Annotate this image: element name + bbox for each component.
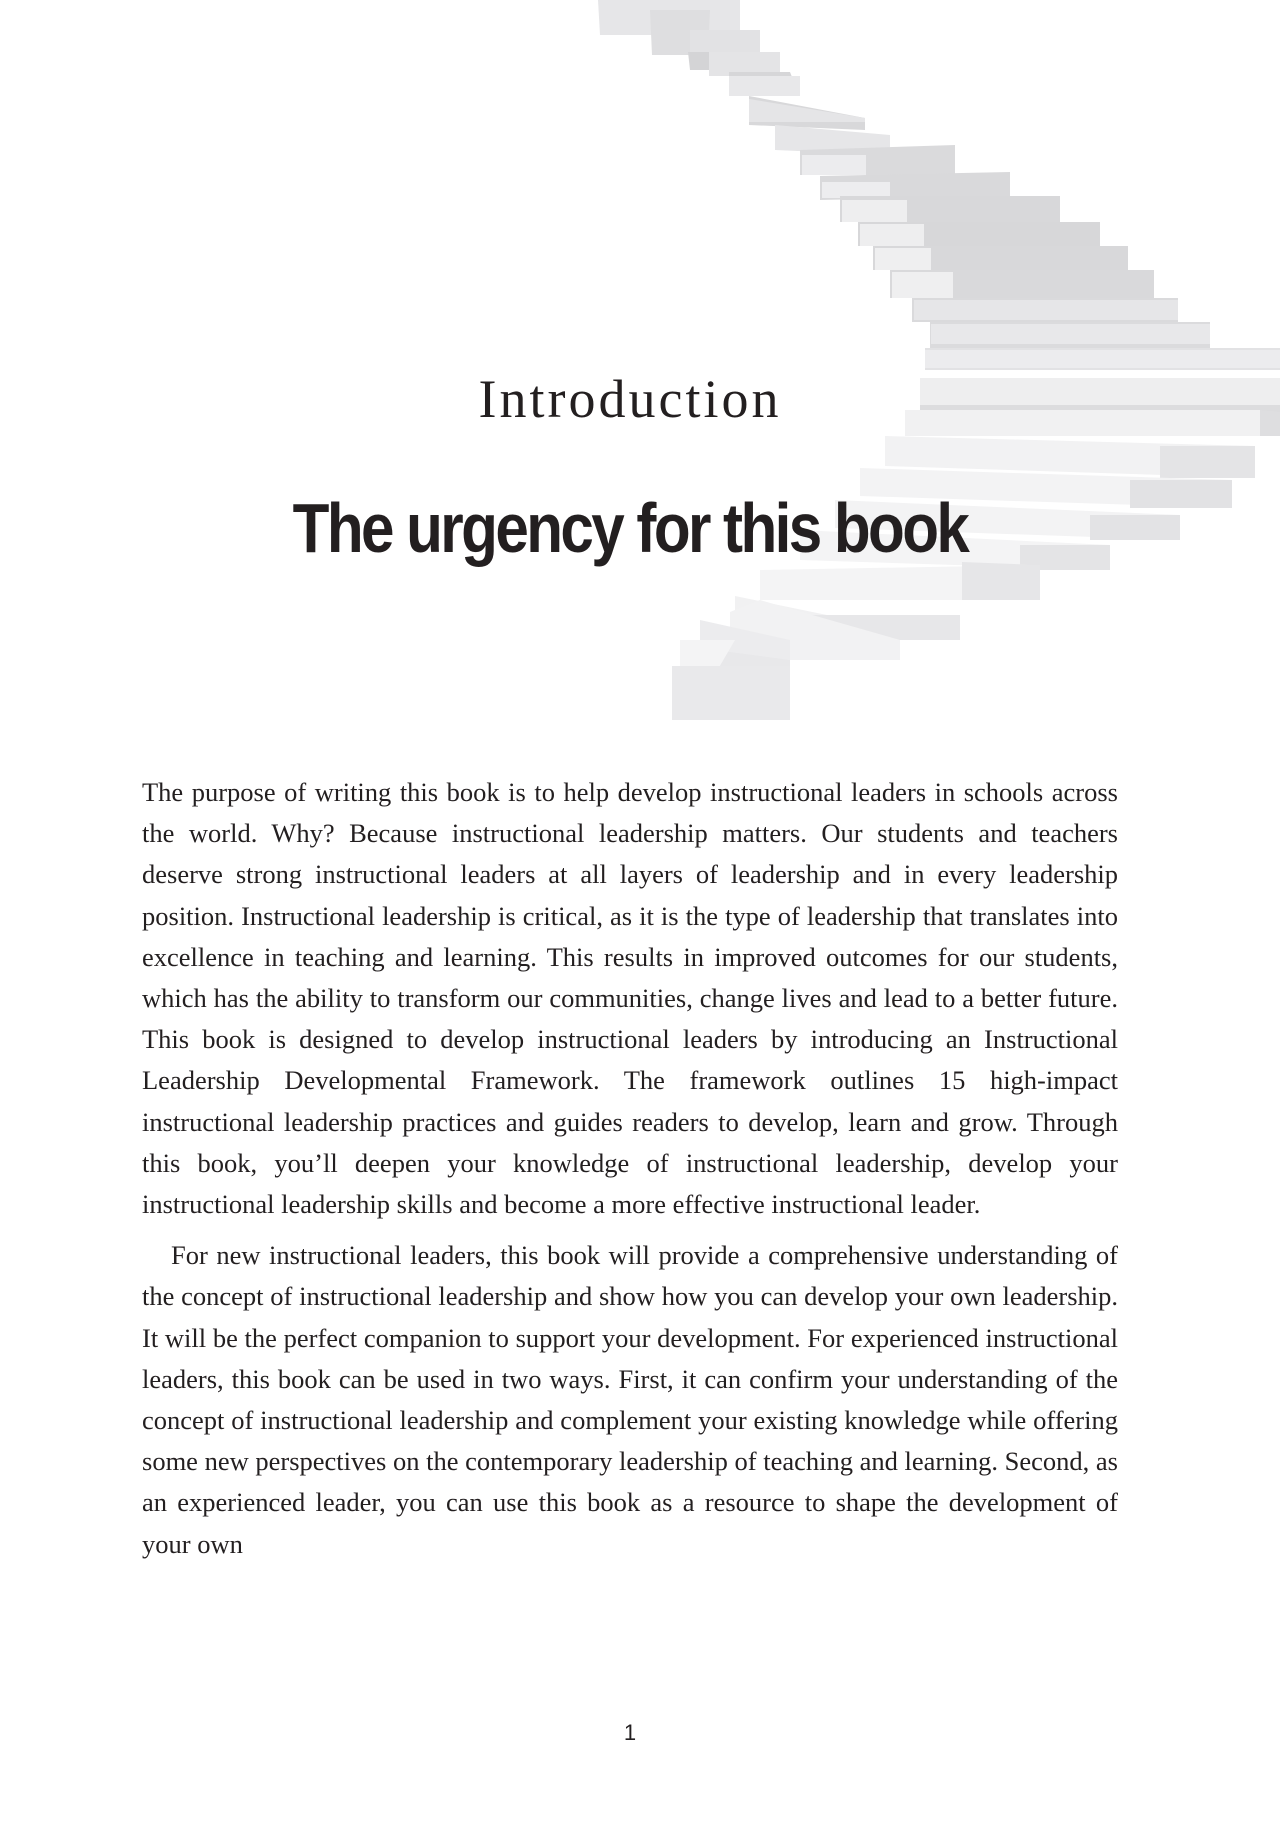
page-number: 1 bbox=[623, 1720, 637, 1745]
chapter-label: Introduction bbox=[478, 369, 782, 429]
body-text bbox=[142, 772, 1118, 1565]
paragraph-2: For new instructional leaders, this book will provide a comprehensive understanding of the concept of instructional leadership and show how you can develop your own leadership. It will be the perfect companion to support your development. For experienced instructional leaders, this book can be used in two ways. First, it can confirm your understanding of the concept of instructional leadership and complement your existing knowledge while offering some new perspectives on the contemporary leadership of teaching and learning. Second, as an experienced leader, you can use this book as a resource to shape the development of your own bbox=[142, 1240, 1118, 1559]
paragraph-1: The purpose of writing this book is to help develop instructional leaders in schools across the world. Why? Because instructional leadership matters. Our students and teachers deserve strong instructional leaders at all layers of leadership and in every leadership position. Instructional leadership is critical, as it is the type of leadership that translates into excellence in teaching and learning. This results in improved outcomes for our students, which has the ability to transform our communities, change lives and lead to a better future. This book is designed to develop instructional leaders by introducing an Instructional Leadership Developmental Framework. The framework outlines 15 high-impact instructional leadership practices and guides readers to develop, learn and grow. Through this book, you’ll deepen your knowledge of instructional leadership, develop your instructional leadership skills and become a more effective instructional leader. bbox=[142, 777, 1118, 1220]
chapter-title: The urgency for this book bbox=[292, 489, 968, 567]
staircase-steps-upper bbox=[598, 0, 1280, 370]
